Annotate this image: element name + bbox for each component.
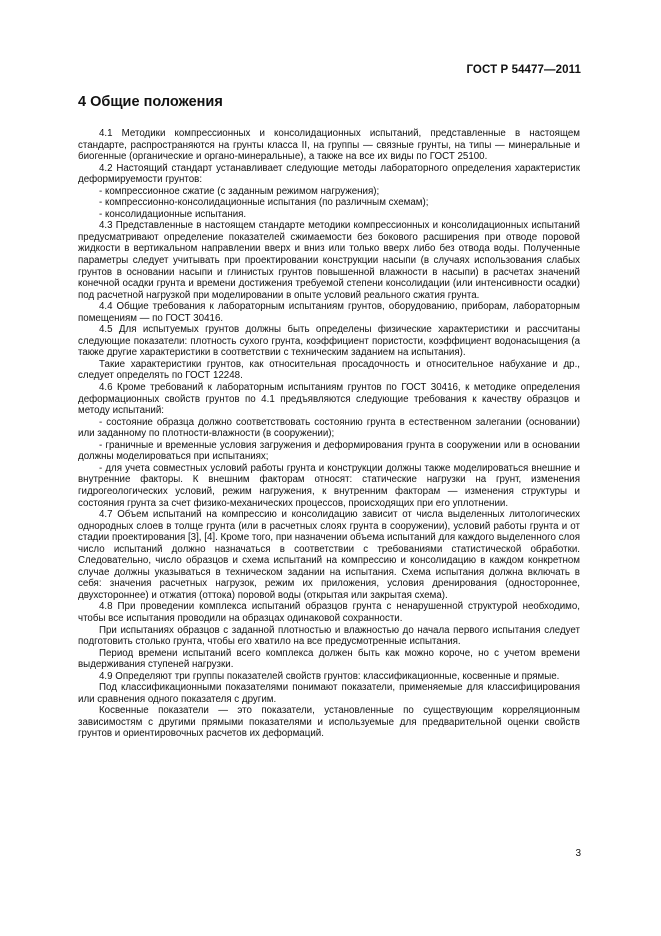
paragraph: 4.4 Общие требования к лабораторным испытаниям грунтов, оборудованию, приборам, лабораторным помещениям — по ГОСТ 30416. <box>78 301 580 324</box>
document-header: ГОСТ Р 54477—2011 <box>466 64 581 76</box>
paragraph: - компрессионно-консолидационные испытания (по различным схемам); <box>99 197 429 209</box>
paragraph: - для учета совместных условий работы грунта и конструкции должны также моделироваться внешние и внутренние факторы. К внешним факторам относят: статические нагрузки на грунт, изменения гидрогеологических условий, режим нагружения, к внутренним факторам — изменения структуры и состояния грунта за счет физико-механических процессов, происходящих при его уплотнении. <box>78 462 580 509</box>
paragraph: 4.5 Для испытуемых грунтов должны быть определены физические характеристики и рассчитаны следующие показатели: плотность сухого грунта, коэффициент пористости, коэффициент водонасыщения (а также другие характеристики в соответствии с техническим заданием на испытания). <box>78 324 580 359</box>
paragraph: 4.2 Настоящий стандарт устанавливает следующие методы лабораторного определения характеристик деформируемости грунтов: <box>78 162 580 186</box>
paragraph: Под классификационными показателями понимают показатели, применяемые для классифицирования или сравнения одного показателя с другим. <box>78 682 580 705</box>
section-title: 4 Общие положения <box>78 94 223 110</box>
paragraph: Такие характеристики грунтов, как относительная просадочность и относительное набухание и др., следует определять по ГОСТ 12248. <box>78 358 580 382</box>
paragraph: 4.7 Объем испытаний на компрессию и консолидацию зависит от числа выделенных литологических однородных слоев в толще грунта (или в расчетных слоях грунта в сооружении), условий работы грунта и от стадии проектирования [3], [4]. Кроме того, при назначении объема испытаний для каждого выделенного слоя число испытаний должно назначаться в соответствии с требованиями статистической обработки. Следовательно, число образцов и схема испытаний на компрессию и консолидацию в каждом конкретном случае должны указываться в техническом задании на испытания. Схема испытания должна включать в себя: значения расчетных нагрузок, режим их приложения, условия дренирования (одностороннее, двухстороннее) и отжатия (оттока) поровой воды (открытая или закрытая схема). <box>78 509 580 601</box>
paragraph: - компрессионное сжатие (с заданным режимом нагружения); <box>99 185 380 197</box>
paragraph: Период времени испытаний всего комплекса должен быть как можно короче, но с учетом времени выдерживания ступеней нагрузки. <box>78 647 580 671</box>
paragraph: Косвенные показатели — это показатели, установленные по существующим корреляционным зависимостям с другими прямыми показателями и используемые для предварительной оценки свойств грунтов и ориентировочных расчетов их деформаций. <box>78 705 580 740</box>
document-body <box>78 128 580 740</box>
paragraph: 4.6 Кроме требований к лабораторным испытаниям грунтов по ГОСТ 30416, к методике определения деформационных свойств грунтов по 4.1 предъявляются следующие требования к качеству образцов и методу испытаний: <box>78 382 580 417</box>
paragraph: 4.1 Методики компрессионных и консолидационных испытаний, представленные в настоящем стандарте, распространяются на грунты класса II, на группы — связные грунты, на типы — минеральные и биогенные (органические и органо-минеральные), а также на все их виды по ГОСТ 25100. <box>78 128 580 163</box>
paragraph: - граничные и временные условия загружения и деформирования грунта в сооружении или в основании должны моделироваться при испытаниях; <box>78 439 580 463</box>
page-number: 3 <box>575 848 581 859</box>
paragraph: 4.3 Представленные в настоящем стандарте методики компрессионных и консолидационных испытаний предусматривают определение показателей сжимаемости без бокового расширения при отводе поровой жидкости в вертикальном направлении вверх и вниз или только вверх либо без отвода воды. Полученные параметры следует учитывать при проектировании конструкции насыпи (в случаях использования слабых грунтов в основании насыпи и глинистых грунтов повышенной влажности в насыпи) в расчетах значений конечной осадки грунта и времени достижения требуемой степени консолидации (или интенсивности осадки) под расчетной нагрузкой при моделировании в опыте условий реального сжатия грунта. <box>78 220 580 301</box>
paragraph: При испытаниях образцов с заданной плотностью и влажностью до начала первого испытания следует подготовить столько грунта, чтобы его хватило на все предусмотренные испытания. <box>78 624 580 648</box>
paragraph: 4.9 Определяют три группы показателей свойств грунтов: классификационные, косвенные и прямые. <box>99 670 560 682</box>
paragraph: - состояние образца должно соответствовать состоянию грунта в естественном залегании (основании) или заданному по плотности-влажности (в сооружении); <box>78 416 580 440</box>
paragraph: - консолидационные испытания. <box>99 208 247 220</box>
paragraph: 4.8 При проведении комплекса испытаний образцов грунта с ненарушенной структурой необходимо, чтобы все испытания проводили на образцах одинаковой сохранности. <box>78 601 580 624</box>
